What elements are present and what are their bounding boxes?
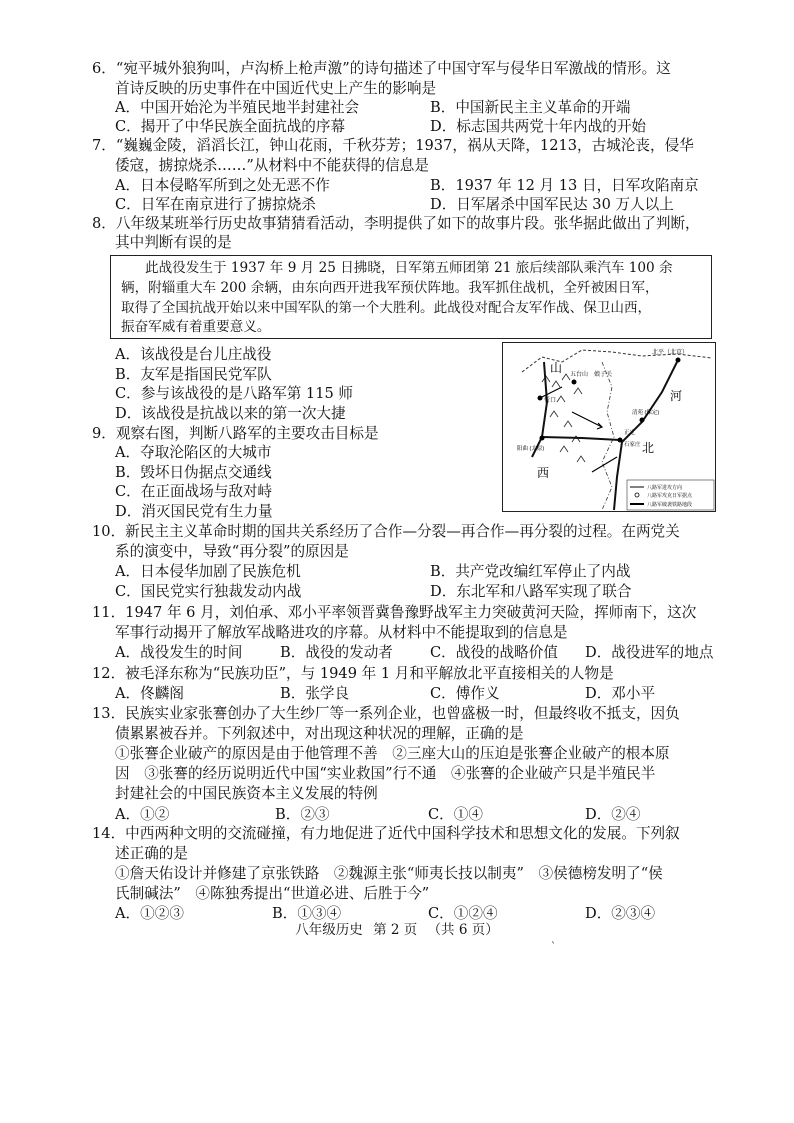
q13-stem-line2: 债累累被吞并。下列叙述中，对出现这种状况的理解，正确的是	[115, 725, 524, 742]
map-legend-attack: 八路军进攻方向	[647, 485, 683, 491]
q9-stem-line1: 9．观察右图，判断八路军的主要攻击目标是	[92, 425, 379, 442]
q10-option-d: D．东北军和八路军实现了联合	[430, 583, 632, 600]
q7-option-b: B．1937 年 12 月 13 日，日军攻陷南京	[430, 177, 699, 194]
q8-material-line2: 辆，附辎重大车 200 余辆，由东向西开进我军预伏阵地。我军抓住战机，全歼被困日军，	[121, 280, 659, 296]
q7-stem-line1: 7．“巍巍金陵，滔滔长江，钟山花雨，千秋芬芳；1937，祸从天降，1213，古城沦丧，侵华	[92, 137, 694, 154]
map-label-beiping: 北平（北京）	[652, 350, 689, 356]
q6-stem-line1: 6．“宛平城外狼狗叫，卢沟桥上枪声激”的诗句描述了中国守军与侵华日军激战的情形。这	[92, 60, 671, 77]
map-label-yangqu: 阳曲 (太原)	[517, 446, 545, 452]
q13-option-c: C．①④	[428, 806, 483, 823]
q7-option-c: C．日军在南京进行了掳掠烧杀	[115, 196, 316, 213]
q14-stem-line1: 14．中西两种文明的交流碰撞，有力地促进了近代中国科学技术和思想文化的发展。下列叙	[92, 825, 680, 842]
q9-option-c: C．在正面战场与敌对峙	[115, 483, 273, 500]
map-city-beiping	[676, 358, 681, 363]
q13-option-a: A．①②	[115, 806, 170, 823]
q7-option-d: D．日军屠杀中国军民达 30 万人以上	[430, 196, 674, 213]
map-label-bei: 北	[642, 441, 655, 455]
q8-option-b: B．友军是指国民党军队	[115, 366, 272, 383]
q11-option-c: C．战役的战略价值	[430, 644, 558, 661]
q13-statement-line2: 因 ③张謇的经历说明近代中国“实业救国”行不通 ④张謇的企业破产只是半殖民半	[115, 765, 656, 782]
q8-material-line4: 振奋军威有着重要意义。	[121, 319, 271, 335]
q9-option-a: A．夺取沦陷区的大城市	[115, 444, 272, 461]
q10-stem-line2: 系的演变中，导致“再分裂”的原因是	[115, 543, 349, 560]
q8-material-line1: 此战役发生于 1937 年 9 月 25 日拂晓，日军第五师团第 21 旅后续部队乘汽车 100 余	[145, 260, 673, 276]
stray-mark: `	[551, 942, 556, 953]
map-label-he: 河	[670, 389, 683, 403]
q12-stem-line1: 12．被毛泽东称为“民族功臣”，与 1949 年 1 月和平解放北平直接相关的人物是	[92, 665, 614, 682]
q10-option-c: C．国民党实行独裁发动内战	[115, 583, 302, 600]
q9-option-b: B．毁坏日伪据点交通线	[115, 464, 272, 481]
map-label-shijiazhuang: 石家庄	[624, 442, 641, 448]
q14-option-d: D．②③④	[585, 905, 656, 922]
q6-option-d: D．标志国共两党十年内战的开始	[430, 118, 647, 135]
q13-stem-line1: 13．民族实业家张謇创办了大生纱厂等一系列企业，也曾盛极一时，但最终收不抵支，因负	[92, 705, 680, 722]
q6-stem-line2: 首诗反映的历史事件在中国近代史上产生的影响是	[115, 80, 437, 97]
q14-option-b: B．①③④	[272, 905, 342, 922]
footer-page-number: 第 2 页	[373, 922, 418, 938]
map-site-wutaishan	[572, 380, 577, 385]
q8-option-a: A．该战役是台儿庄战役	[115, 346, 272, 363]
q13-statement-line3: 封建社会的中国民族资本主义发展的特例	[115, 785, 378, 802]
q14-statement-line1: ①詹天佑设计并修建了京张铁路 ②魏源主张“师夷长技以制夷” ③侯德榜发明了“侯	[115, 865, 663, 882]
q11-option-a: A．战役发生的时间	[115, 644, 243, 661]
map-city-qingyuan	[640, 418, 645, 423]
map-label-xinkou: 忻口	[544, 398, 557, 404]
map-legend-capture: 八路军攻克日军据点	[647, 493, 693, 499]
page-footer	[0, 918, 794, 938]
map-label-zhengding: 正定	[624, 430, 636, 436]
q7-stem-line2: 倭寇，掳掠烧杀……”从材料中不能获得的信息是	[115, 157, 429, 174]
map-city-yangqu	[540, 436, 545, 441]
q6-option-b: B．中国新民主主义革命的开端	[430, 99, 631, 116]
q6-option-c: C．揭开了中华民族全面抗战的序幕	[115, 118, 346, 135]
q8-material-line3: 取得了全国抗战开始以来中国军队的第一个大胜利。此战役对配合友军作战、保卫山西，	[121, 300, 652, 316]
q13-option-b: B．②③	[275, 806, 330, 823]
q9-option-d: D．消灭国民党有生力量	[115, 503, 273, 520]
map-city-xinkou	[538, 396, 543, 401]
footer-subject: 八年级历史	[295, 922, 363, 938]
q10-stem-line1: 10．新民主主义革命时期的国共关系经历了合作—分裂—再合作—再分裂的过程。在两党关	[92, 523, 680, 540]
q8-material-box	[110, 255, 712, 339]
q12-option-a: A．佟麟阁	[115, 685, 184, 702]
q8-option-d: D．该战役是抗战以来的第一次大捷	[115, 405, 346, 422]
map-label-wutaishan: 五台山	[570, 372, 589, 378]
q12-option-c: C．傅作义	[430, 685, 500, 702]
q14-option-a: A．①②③	[115, 905, 184, 922]
q13-statement-line1: ①张謇企业破产的原因是由于他管理不善 ②三座大山的压迫是张謇企业破产的根本原	[115, 745, 670, 762]
q11-option-b: B．战役的发动者	[280, 644, 393, 661]
map-label-qingyuan: 清苑 (保定)	[632, 410, 660, 416]
map-legend-sabotage: 八路军破袭铁路地段	[647, 502, 693, 508]
q12-option-b: B．张学良	[280, 685, 350, 702]
q8-option-c: C．参与该战役的是八路军第 115 师	[115, 385, 354, 402]
q8-stem-line1: 8．八年级某班举行历史故事猜猜看活动，李明提供了如下的故事片段。张华据此做出了判断，	[92, 215, 700, 232]
q11-stem-line1: 11．1947 年 6 月，刘伯承、邓小平率领晋冀鲁豫野战军主力突破黄河天险，挥师南下，这次	[92, 604, 697, 621]
q7-option-a: A．日本侵略军所到之处无恶不作	[115, 177, 330, 194]
map-city-shijiazhuang	[618, 438, 623, 443]
q8-stem-line2: 其中判断有误的是	[115, 234, 232, 251]
map-label-shan: 山	[550, 361, 563, 375]
q10-option-b: B．共产党改编红军停止了内战	[430, 563, 631, 580]
q6-option-a: A．中国开始沦为半殖民地半封建社会	[115, 99, 360, 116]
footer-total-pages: （共 6 页）	[427, 922, 499, 938]
q11-option-d: D．战役进军的地点	[585, 644, 714, 661]
q12-option-d: D．邓小平	[585, 685, 656, 702]
q11-stem-line2: 军事行动揭开了解放军战略进攻的序幕。从材料中不能提取到的信息是	[115, 624, 568, 641]
q14-stem-line2: 述正确的是	[115, 845, 188, 862]
battle-map-figure	[502, 342, 716, 512]
map-label-niangziguan: 娘子关	[594, 372, 613, 378]
q14-statement-line2: 氏制碱法” ④陈独秀提出“世道必进、后胜于今”	[115, 885, 430, 902]
q14-option-c: C．①②④	[428, 905, 498, 922]
q10-option-a: A．日本侵华加剧了民族危机	[115, 563, 301, 580]
map-label-xi: 西	[537, 466, 550, 480]
q13-option-d: D．②④	[585, 806, 641, 823]
